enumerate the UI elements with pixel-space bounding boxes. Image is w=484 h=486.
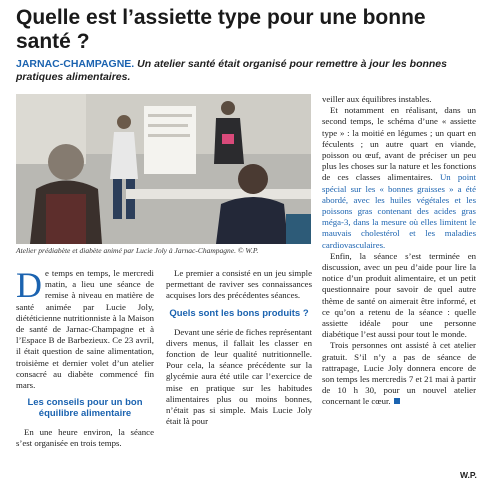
headline: Quelle est l’assiette type pour une bonne santé ? (16, 6, 426, 53)
col3-paragraph-2b: Un point spécial sur les « bonnes graisses » a été abordé, avec les huiles végétales et les poissons gras contenant des acides gras méga-3, dans la mesure où elles limitent le mauvais cholestérol et les maladies cardiovasculaires. (322, 172, 476, 250)
end-mark-icon (394, 398, 400, 404)
col2-paragraph-2: Devant une série de fiches représentant divers menus, il fallait les classer en fonction de leur qualité nutritionnelle. Pour cela, la séance précédente sur la glycémie aura été utile car l’exercice de mise en pratique sur les habitudes alimentaires plus ou moins bonnes, n’était pas si simple. Mais Lucie Joly était là pour (166, 326, 312, 427)
subhead-conseils: Les conseils pour un bon équilibre alimentaire (27, 397, 143, 420)
col2-paragraph-1: Le premier a consisté en un jeu simple permettant de raviver ses connaissances acquises lors des précédentes séances. (166, 268, 312, 301)
article-column-3 (322, 94, 476, 408)
lead-text: Un atelier santé était organisé pour remettre à jour les bonnes pratiques alimentaires. (16, 58, 447, 83)
photo-caption: Atelier prédiabète et diabète animé par Lucie Joly à Jarnac-Champagne. © W.P. (16, 246, 259, 255)
drop-cap: D (16, 265, 42, 305)
article-column-1 (16, 265, 154, 450)
lead-place: JARNAC-CHAMPAGNE. (16, 58, 135, 70)
lead-paragraph (16, 58, 476, 84)
col3-paragraph-2a: Et notamment en réalisant, dans un second temps, le schéma d’une « assiette type » : la moitié en légumes ; un quart en féculents ; un autre quart en viande, poisson ou œuf, avant de préciser un peu plus les choses sur la nature et les fonctions de ces classes alimentaires. (322, 105, 476, 183)
col3-paragraph-4-text: Trois personnes ont assisté à cet atelier gratuit. S’il n’y a pas de séance de rattrapage, Lucie Joly donnera encore de son temps les mercredis 7 et 21 mai à partir de 10 h 30, pour un nouvel atelier concernant le cœur. (322, 340, 476, 407)
col3-paragraph-4 (322, 340, 476, 407)
article-photo (16, 94, 311, 244)
col1-paragraph-2: En une heure environ, la séance s’est organisée en trois temps. (16, 427, 154, 449)
subhead-produits: Quels sont les bons produits ? (169, 307, 309, 319)
article-column-2 (166, 268, 312, 427)
col3-paragraph-3: Enfin, la séance s’est terminée en discussion, avec un peu d’aide pour lire la notice d’un produit alimentaire, et un petit questionnaire pour savoir de quel autre thème de santé on aimerait être informé, et ce qu’on a retenu de la séance : quelle assiette idéale pour une personne diabétique l’est aussi pour tout le monde. (322, 250, 476, 340)
col1-paragraph-1: e temps en temps, le mercredi matin, a lieu une séance de remise à niveau en matière de santé animée par Lucie Joly, diététicienne nutritionniste à la Maison de santé de Jarnac-Champagne et à l’Espace B de Barbezieux. Ce 23 avril, il était question de saine alimentation, troisième et dernier volet d’un atelier consacré au diabète commencé fin mars. (16, 268, 154, 391)
author-signature: W.P. (460, 470, 477, 480)
col3-paragraph-1: veiller aux équilibres instables. (322, 94, 432, 104)
col3-paragraph-2 (322, 105, 476, 251)
